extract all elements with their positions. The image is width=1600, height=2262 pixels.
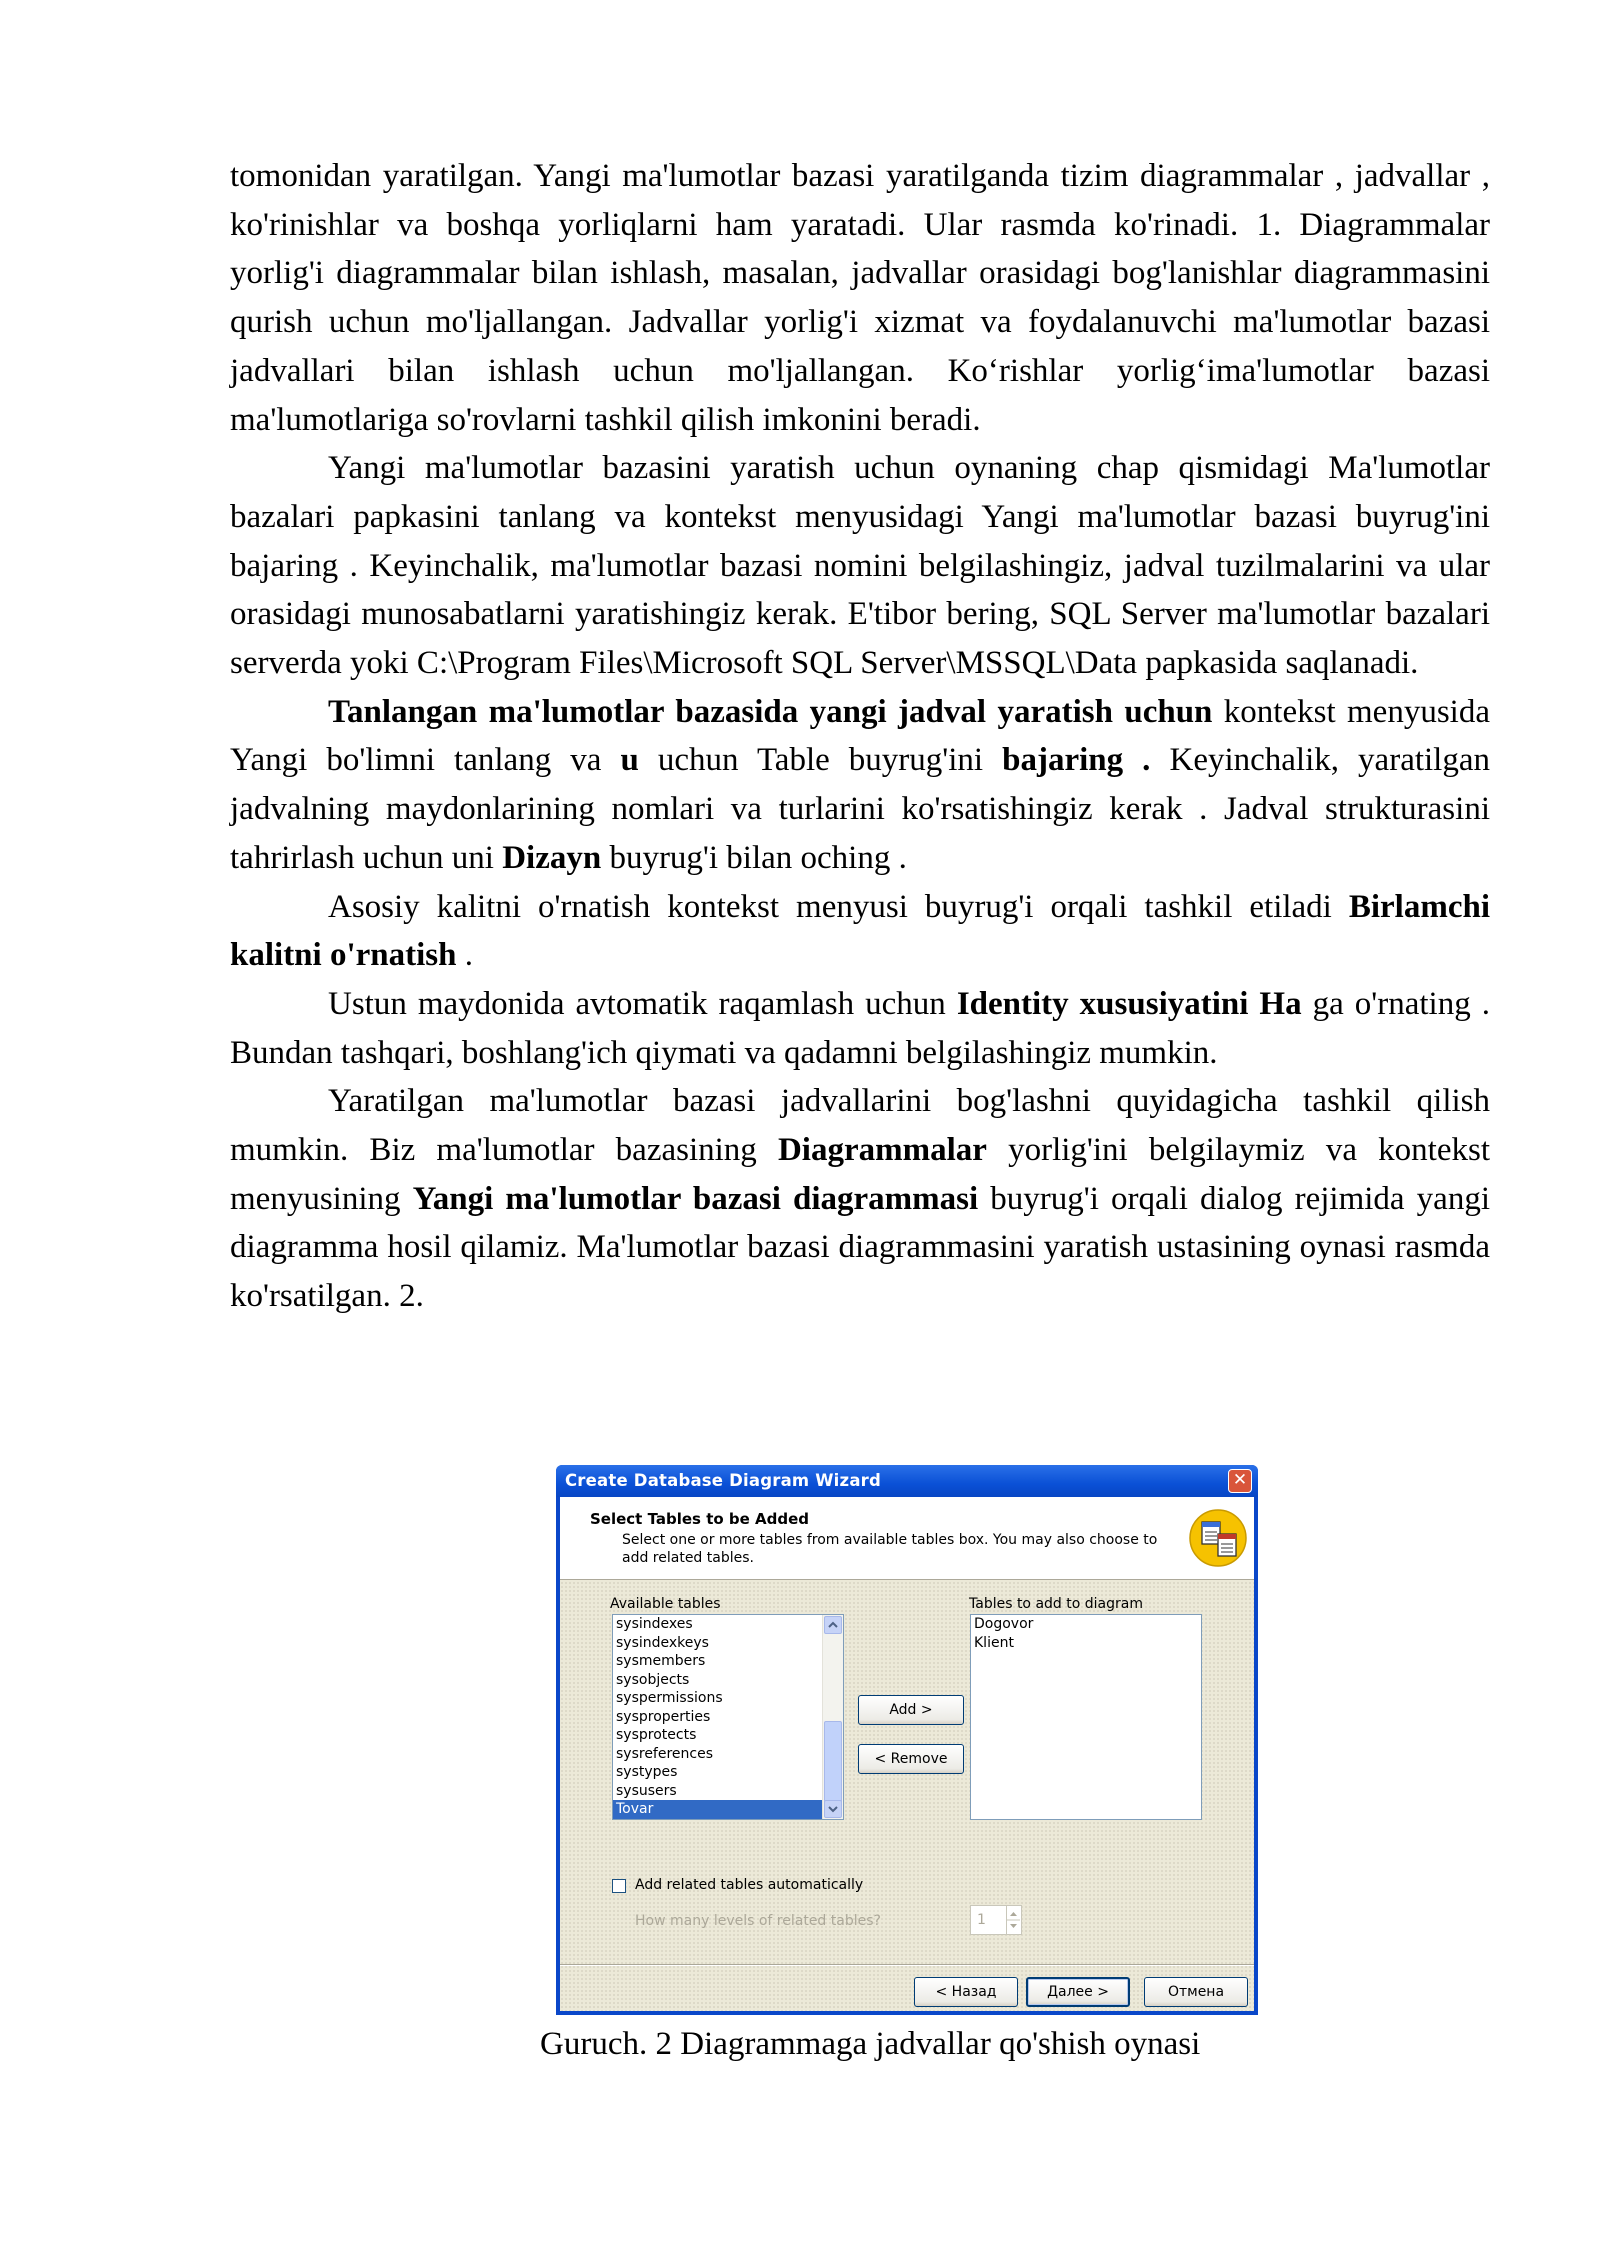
text-run: .: [456, 937, 473, 974]
bold-text: u: [620, 742, 639, 779]
list-item[interactable]: sysreferences: [616, 1745, 714, 1762]
wizard-step-title: Select Tables to be Added: [590, 1510, 810, 1528]
text-run: buyrug'i bilan oching .: [601, 839, 907, 876]
paragraph-4: [230, 883, 1490, 980]
bold-text: Birlamchi kalitni o'rnatish: [230, 888, 1490, 974]
bold-text: Dizayn: [502, 839, 602, 876]
list-item[interactable]: sysprotects: [616, 1727, 697, 1743]
tables-to-add-label: Tables to add to diagram: [969, 1596, 1143, 1612]
create-diagram-wizard-dialog: [556, 1465, 1258, 2015]
list-item[interactable]: sysmembers: [616, 1653, 706, 1669]
footer-divider: [560, 1964, 1254, 1966]
back-button[interactable]: < Назад: [914, 1977, 1018, 2007]
available-tables-list[interactable]: [612, 1614, 844, 1820]
scroll-thumb[interactable]: [824, 1721, 842, 1805]
list-item[interactable]: sysobjects: [616, 1671, 690, 1688]
paragraph-1: tomonidan yaratilgan. Yangi ma'lumotlar bazasi yaratilganda tizim diagrammalar , jadvallar , ko'rinishlar va boshqa yorliqlarni ham yaratadi. Ular rasmda ko'rinadi. 1. Diagrammalar yorlig'i diagrammalar bilan ishlash, masalan, jadvallar orasidagi bog'lanishlar diagrammasini qurish uchun mo'ljallangan. Jadvallar yorlig'i xizmat va foydalanuvchi ma'lumotlar bazasi jadvallari bilan ishlash uchun mo'ljallangan. Ko‘rishlar yorlig‘ima'lumotlar bazasi ma'lumotlariga so'rovlarni tashkil qilish imkonini beradi.: [230, 158, 1490, 438]
dialog-title: Create Database Diagram Wizard: [565, 1471, 881, 1490]
next-button[interactable]: Далее >: [1026, 1977, 1130, 2007]
remove-button[interactable]: < Remove: [858, 1744, 964, 1774]
tables-to-add-items: [971, 1615, 1201, 1652]
scroll-down-button[interactable]: [824, 1800, 842, 1818]
add-button[interactable]: Add >: [858, 1695, 964, 1725]
bold-text: Tanlangan ma'lumotlar bazasida yangi jadval yaratish uchun: [328, 693, 1213, 730]
wizard-header: [560, 1497, 1254, 1580]
text-run: Ustun maydonida avtomatik raqamlash uchun: [328, 985, 957, 1022]
list-item[interactable]: sysproperties: [616, 1708, 711, 1725]
text-run: uchun Table buyrug'ini: [638, 742, 1003, 779]
text-run: Yaratilgan ma'lumotlar bazasi jadvallarini bog'lashni quyidagicha tashkil qilish mumkin. Biz ma'lumotlar bazasining: [230, 1083, 1490, 1169]
related-levels-label: How many levels of related tables?: [635, 1913, 881, 1929]
database-diagram-icon: [1188, 1508, 1248, 1568]
cancel-button[interactable]: Отмена: [1144, 1977, 1248, 2007]
list-item[interactable]: Dogovor: [974, 1616, 1034, 1632]
list-item[interactable]: Tovar: [613, 1800, 843, 1819]
chevron-down-icon: [825, 1801, 841, 1817]
spinner-arrows[interactable]: [1006, 1906, 1021, 1934]
paragraph-5: [230, 980, 1490, 1077]
dialog-titlebar[interactable]: [556, 1465, 1258, 1497]
text-run: kontekst menyusida Yangi bo'limni tanlang va: [230, 693, 1490, 779]
document-body: [230, 152, 1490, 1321]
scroll-up-button[interactable]: [824, 1616, 842, 1634]
add-related-tables-checkbox[interactable]: [612, 1879, 626, 1893]
bold-text: Identity xususiyatini Ha: [956, 985, 1302, 1022]
bold-text: Diagrammalar: [777, 1132, 987, 1169]
add-related-tables-label[interactable]: Add related tables automatically: [635, 1877, 864, 1893]
text-run: ga o'rnating . Bundan tashqari, boshlang'ich qiymati va qadamni belgilashingiz mumkin.: [230, 985, 1490, 1071]
text-run: Asosiy kalitni o'rnatish kontekst menyusi buyrug'i orqali tashkil etiladi: [328, 888, 1349, 925]
list-item[interactable]: sysindexkeys: [616, 1634, 709, 1651]
spinner-arrows-icon: [1007, 1906, 1020, 1934]
list-item[interactable]: Klient: [974, 1634, 1014, 1651]
paragraph-2: Yangi ma'lumotlar bazasini yaratish uchun oynaning chap qismidagi Ma'lumotlar bazalari papkasini tanlang va kontekst menyusidagi Yangi ma'lumotlar bazasi buyrug'ini bajaring . Keyinchalik, ma'lumotlar bazasi nomini belgilashingiz, jadval tuzilmalarini va ular orasidagi munosabatlarni yaratishingiz kerak. E'tibor bering, SQL Server ma'lumotlar bazalari serverda yoki C:\Program Files\Microsoft SQL Server\MSSQL\Data papkasida saqlanadi.: [230, 450, 1490, 682]
text-run: yorlig'ini belgilaymiz va kontekst menyusining: [230, 1132, 1490, 1217]
list-item[interactable]: sysusers: [616, 1782, 677, 1799]
chevron-up-icon: [825, 1617, 841, 1633]
tables-to-add-list[interactable]: [970, 1614, 1202, 1820]
close-button[interactable]: [1228, 1469, 1252, 1493]
text-run: Keyinchalik, yaratilgan jadvalning maydonlarining nomlari va turlarini ko'rsatishingiz kerak . Jadval strukturasini tahrirlash uchun uni: [230, 742, 1490, 876]
available-tables-scrollbar[interactable]: [822, 1615, 843, 1819]
paragraph-3: [230, 688, 1490, 883]
close-icon: ✕: [1232, 1470, 1248, 1490]
wizard-step-description: Select one or more tables from available tables box. You may also choose to add related tables.: [622, 1532, 1158, 1566]
text-run: buyrug'i orqali dialog rejimida yangi diagramma hosil qilamiz. Ma'lumotlar bazasi diagrammasini yaratish ustasining oynasi rasmda ko'rsatilgan. 2.: [230, 1180, 1490, 1315]
list-item[interactable]: sysindexes: [616, 1616, 693, 1632]
available-tables-label: Available tables: [610, 1596, 721, 1612]
related-levels-spinner[interactable]: [970, 1905, 1022, 1935]
dialog-client-area: [560, 1497, 1254, 2011]
list-item[interactable]: syspermissions: [616, 1690, 723, 1706]
bold-text: bajaring .: [1002, 742, 1151, 779]
figure-caption: Guruch. 2 Diagrammaga jadvallar qo'shish oynasi: [540, 2026, 1201, 2062]
list-item[interactable]: systypes: [616, 1764, 678, 1780]
paragraph-6: [230, 1077, 1490, 1321]
bold-text: Yangi ma'lumotlar bazasi diagrammasi: [412, 1180, 979, 1217]
related-levels-value: 1: [977, 1912, 986, 1928]
available-tables-items: [613, 1615, 843, 1819]
